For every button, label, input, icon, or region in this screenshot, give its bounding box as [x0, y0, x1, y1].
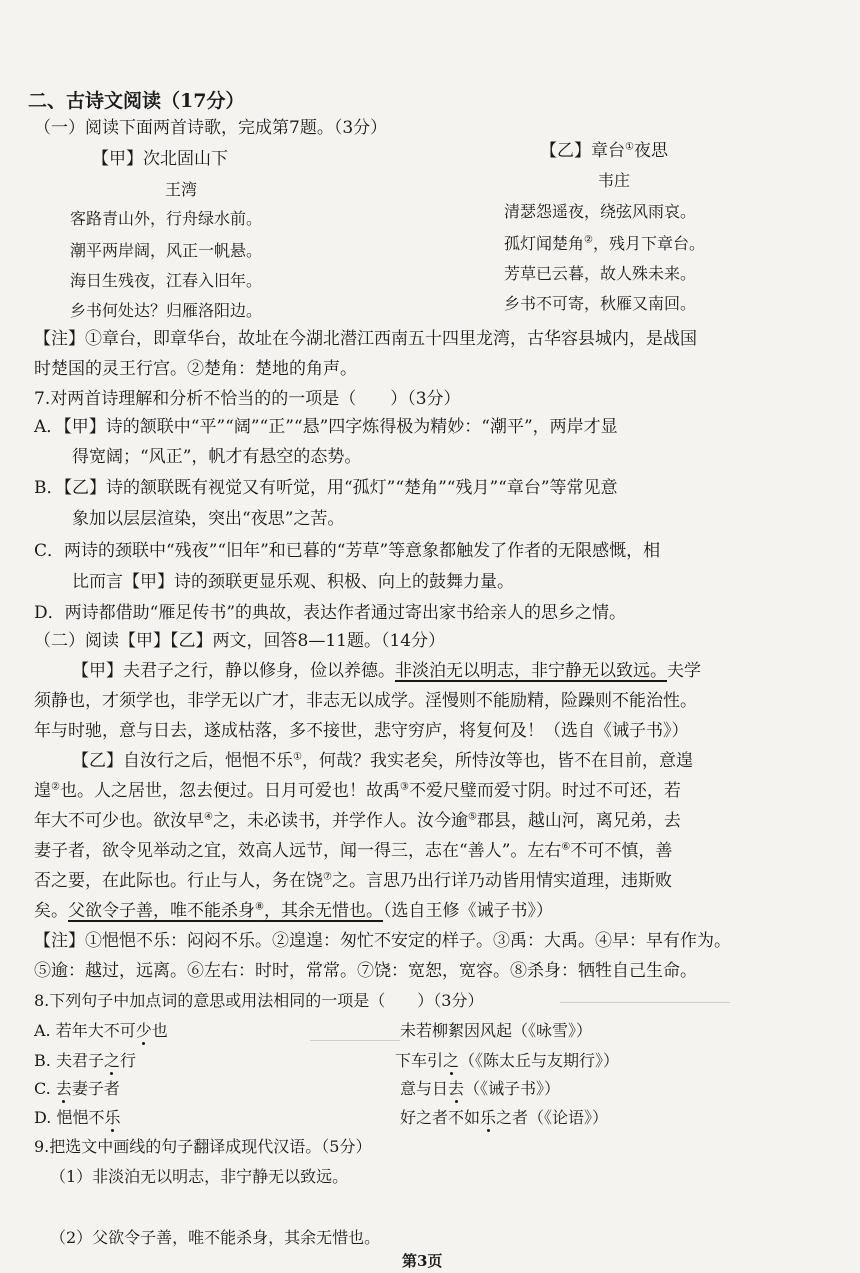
text-b-line-4: 妻子者，欲令见举动之宜，效高人远节，闻一得三，志在“善人”。左右⑥不可不慎，善: [34, 841, 673, 861]
text-b-line-2: 遑②也。人之居世，忽去便过。日月可爱也！故禹③不爱尺璧而爱寸阴。时过不可还，若: [34, 781, 681, 801]
poem-a-line-3: 海日生残夜，江春入旧年。: [70, 271, 263, 290]
poem-a-author: 王湾: [165, 180, 198, 199]
poem-a-title: 【甲】次北固山下: [92, 149, 228, 169]
q7-option-a: A．【甲】诗的颔联中“平”“阔”“正”“悬”四字炼得极为精妙：“潮平”，两岸才显: [34, 417, 618, 437]
note-marker: ①: [625, 141, 634, 153]
q7-option-a-cont: 得宽阔；“风正”，帆才有悬空的态势。: [72, 447, 362, 467]
q7-option-d: D．两诗都借助“雁足传书”的典故，表达作者通过寄出家书给亲人的思乡之情。: [34, 603, 627, 623]
q8-option-d: D. 悒悒不乐: [34, 1108, 121, 1127]
q8-stem: 8.下列句子中加点词的意思或用法相同的一项是（ ）（3分）: [34, 991, 484, 1010]
dotted-char: 乐: [104, 1108, 121, 1127]
q8-option-c-compare: 意与日去（《诫子书》）: [400, 1079, 561, 1098]
q7-option-b-cont: 象加以层层渲染，突出“夜思”之苦。: [72, 509, 345, 529]
q9-sentence-1: （1）非淡泊无以明志，非宁静无以致远。: [50, 1167, 349, 1186]
dotted-char: 去: [55, 1079, 72, 1098]
text-a-line-1: 【甲】夫君子之行，静以修身，俭以养德。非淡泊无以明志，非宁静无以致远。夫学: [72, 661, 701, 681]
q9-sentence-2: （2）父欲令子善，唯不能杀身，其余无惜也。: [50, 1228, 381, 1247]
q8-option-d-compare: 好之者不如乐之者（《论语》）: [400, 1108, 609, 1127]
part2-intro: （二）阅读【甲】【乙】两文，回答8—11题。（14分）: [34, 631, 446, 651]
part1-intro: （一）阅读下面两首诗歌，完成第7题。（3分）: [34, 118, 388, 138]
dotted-char: 去: [448, 1079, 465, 1098]
text-a-line-3: 年与时驰，意与日去，遂成枯落，多不接世，悲守穷庐，将复何及！（选自《诫子书》）: [34, 721, 689, 741]
text-b-line-5: 否之要，在此际也。行止与人，务在饶⑦之。言思乃出行详乃动皆用情实道理，违斯败: [34, 871, 672, 891]
poem-b-line-4: 乡书不可寄，秋雁又南回。: [504, 294, 697, 313]
q9-stem: 9.把选文中画线的句子翻译成现代汉语。（5分）: [34, 1137, 372, 1156]
text-a-line-2: 须静也，才须学也，非学无以广才，非志无以成学。淫慢则不能励精，险躁则不能治性。: [34, 691, 697, 711]
text-note-2: ⑤逾：越过，远离。⑥左右：时时，常常。⑦饶：宽恕，宽容。⑧杀身：牺牲自己生命。: [34, 961, 697, 981]
q8-option-b-compare: 下车引之（《陈太丘与友期行》）: [395, 1051, 620, 1070]
q7-option-c: C．两诗的颈联中“残夜”“旧年”和已暮的“芳草”等意象都触发了作者的无限感慨，相: [34, 541, 661, 561]
poem-b-title: 【乙】章台①夜思: [540, 141, 668, 161]
text-b-line-1: 【乙】自汝行之后，悒悒不乐①，何哉？我实老矣，所恃汝等也，皆不在目前，意遑: [72, 751, 693, 771]
dotted-char: 少: [135, 1021, 152, 1040]
text-note-1: 【注】①悒悒不乐：闷闷不乐。②遑遑：匆忙不安定的样子。③禹：大禹。④早：早有作为。: [34, 931, 731, 951]
poem-a-line-2: 潮平两岸阔，风正一帆悬。: [70, 241, 263, 260]
text-b-line-3: 年大不可少也。欲汝早④之，未必读书，并学作人。汝今逾⑤郡县，越山河，离兄弟，去: [34, 811, 681, 831]
q8-option-c: C. 去妻子者: [34, 1079, 120, 1098]
dotted-char: 乐: [480, 1108, 497, 1127]
q8-option-a-compare: 未若柳絮因风起（《咏雪》）: [400, 1021, 593, 1040]
q7-stem: 7.对两首诗理解和分析不恰当的的一项是（ ）（3分）: [34, 389, 461, 409]
q7-option-c-cont: 比而言【甲】诗的颈联更显乐观、积极、向上的鼓舞力量。: [72, 572, 514, 592]
scan-line: [560, 1002, 730, 1003]
poem-b-line-3: 芳草已云暮，故人殊未来。: [504, 264, 697, 283]
poem-note-1: 【注】①章台，即章华台，故址在今湖北潜江西南五十四里龙湾，古华容县城内，是战国: [34, 329, 697, 349]
underlined-sentence: 非淡泊无以明志，非宁静无以致远。: [395, 661, 667, 681]
underlined-sentence: 父欲令子善，唯不能杀身⑧，其余无惜也。: [68, 901, 383, 921]
dotted-char: 之: [103, 1051, 120, 1070]
poem-a-line-4: 乡书何处达？归雁洛阳边。: [70, 301, 263, 320]
page-number: 第3页: [402, 1252, 443, 1270]
scan-line: [310, 1040, 400, 1041]
poem-b-line-1: 清瑟怨遥夜，绕弦风雨哀。: [504, 202, 697, 221]
q8-option-a: A. 若年大不可少也: [34, 1021, 168, 1040]
poem-b-author: 韦庄: [598, 171, 631, 190]
dotted-char: 之: [443, 1051, 460, 1070]
text-b-line-6: 矣。父欲令子善，唯不能杀身⑧，其余无惜也。（选自王修《诫子书》）: [34, 901, 553, 921]
section-title: 二、古诗文阅读（17分）: [28, 90, 245, 112]
q8-option-b: B. 夫君子之行: [34, 1051, 136, 1070]
poem-note-2: 时楚国的灵王行宫。②楚角：楚地的角声。: [34, 359, 357, 379]
q7-option-b: B．【乙】诗的颔联既有视觉又有听觉，用“孤灯”“楚角”“残月”“章台”等常见意: [34, 478, 618, 498]
poem-a-line-1: 客路青山外，行舟绿水前。: [70, 209, 263, 228]
poem-b-line-2: 孤灯闻楚角②，残月下章台。: [504, 234, 705, 253]
